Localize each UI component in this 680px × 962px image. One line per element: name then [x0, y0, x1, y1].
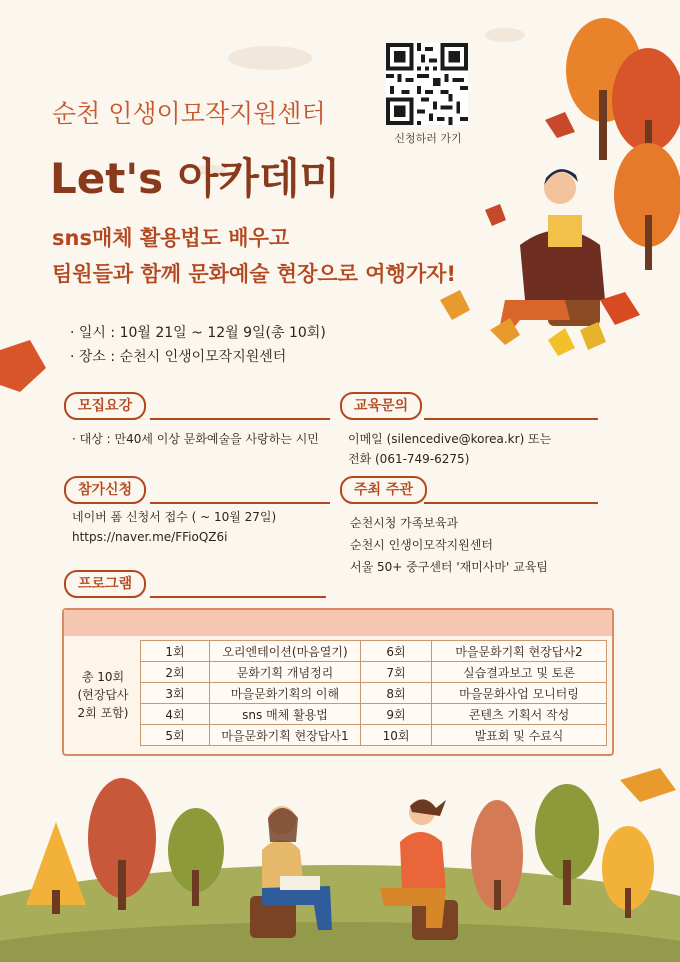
table-row: [141, 641, 607, 662]
session-topic: 발표회 및 수료식: [432, 725, 607, 746]
session-topic: 마을문화기획의 이해: [210, 683, 361, 704]
inquiry-label: 교육문의: [340, 392, 422, 420]
session-topic: 마을문화사업 모니터링: [432, 683, 607, 704]
inquiry-divider: [424, 418, 598, 420]
apply-label: 참가신청: [64, 476, 146, 504]
table-row: [141, 704, 607, 725]
host-divider: [424, 502, 598, 504]
inquiry-email: 이메일 (silencedive@korea.kr) 또는: [348, 432, 552, 446]
session-number: 10회: [361, 725, 432, 746]
session-number: 1회: [141, 641, 210, 662]
session-number: 5회: [141, 725, 210, 746]
tagline-line-2: 팀원들과 함께 문화예술 현장으로 여행가자!: [52, 262, 456, 286]
session-topic: 문화기획 개념정리: [210, 662, 361, 683]
host-line-3: 서울 50+ 중구센터 '재미사마' 교육팀: [350, 560, 548, 574]
session-number: 9회: [361, 704, 432, 725]
session-number: 3회: [141, 683, 210, 704]
session-number: 2회: [141, 662, 210, 683]
session-number: 4회: [141, 704, 210, 725]
table-row: [141, 725, 607, 746]
qr-code[interactable]: [386, 43, 468, 125]
session-topic: sns 매체 활용법: [210, 704, 361, 725]
session-number: 7회: [361, 662, 432, 683]
program-schedule: [62, 608, 614, 756]
session-topic: 마을문화기획 현장답사2: [432, 641, 607, 662]
apply-divider: [150, 502, 330, 504]
table-row: [141, 683, 607, 704]
apply-link[interactable]: https://naver.me/FFioQZ6i: [72, 530, 228, 544]
program-table: [140, 640, 607, 746]
page-title: Let's 아카데미: [50, 154, 341, 203]
event-date: · 일시 : 10월 21일 ~ 12월 9일(총 10회): [70, 325, 326, 341]
session-number: 6회: [361, 641, 432, 662]
program-total-line-2: (현장답사: [77, 688, 129, 702]
apply-method: 네이버 폼 신청서 접수 ( ~ 10월 27일): [72, 510, 277, 524]
recruit-divider: [150, 418, 330, 420]
program-total-line-3: 2회 포함): [77, 706, 129, 720]
table-row: [141, 662, 607, 683]
program-total-line-1: 총 10회: [81, 670, 125, 684]
session-topic: 오리엔테이션(마음열기): [210, 641, 361, 662]
program-label: 프로그램: [64, 570, 146, 598]
session-topic: 콘텐츠 기획서 작성: [432, 704, 607, 725]
center-name: 순천 인생이모작지원센터: [52, 99, 326, 128]
inquiry-phone: 전화 (061-749-6275): [348, 452, 470, 466]
session-topic: 실습결과보고 및 토론: [432, 662, 607, 683]
program-total: [72, 642, 134, 748]
recruit-target: · 대상 : 만40세 이상 문화예술을 사랑하는 시민: [72, 432, 319, 446]
host-line-1: 순천시청 가족보육과: [350, 516, 459, 530]
program-table-header: [64, 610, 612, 636]
host-label: 주최 주관: [340, 476, 427, 504]
session-number: 8회: [361, 683, 432, 704]
tagline-line-1: sns매체 활용법도 배우고: [52, 226, 290, 250]
program-divider: [150, 596, 326, 598]
recruit-label: 모집요강: [64, 392, 146, 420]
session-topic: 마을문화기획 현장답사1: [210, 725, 361, 746]
qr-caption: 신청하러 가기: [394, 132, 462, 145]
host-line-2: 순천시 인생이모작지원센터: [350, 538, 493, 552]
event-place: · 장소 : 순천시 인생이모작지원센터: [70, 349, 287, 365]
